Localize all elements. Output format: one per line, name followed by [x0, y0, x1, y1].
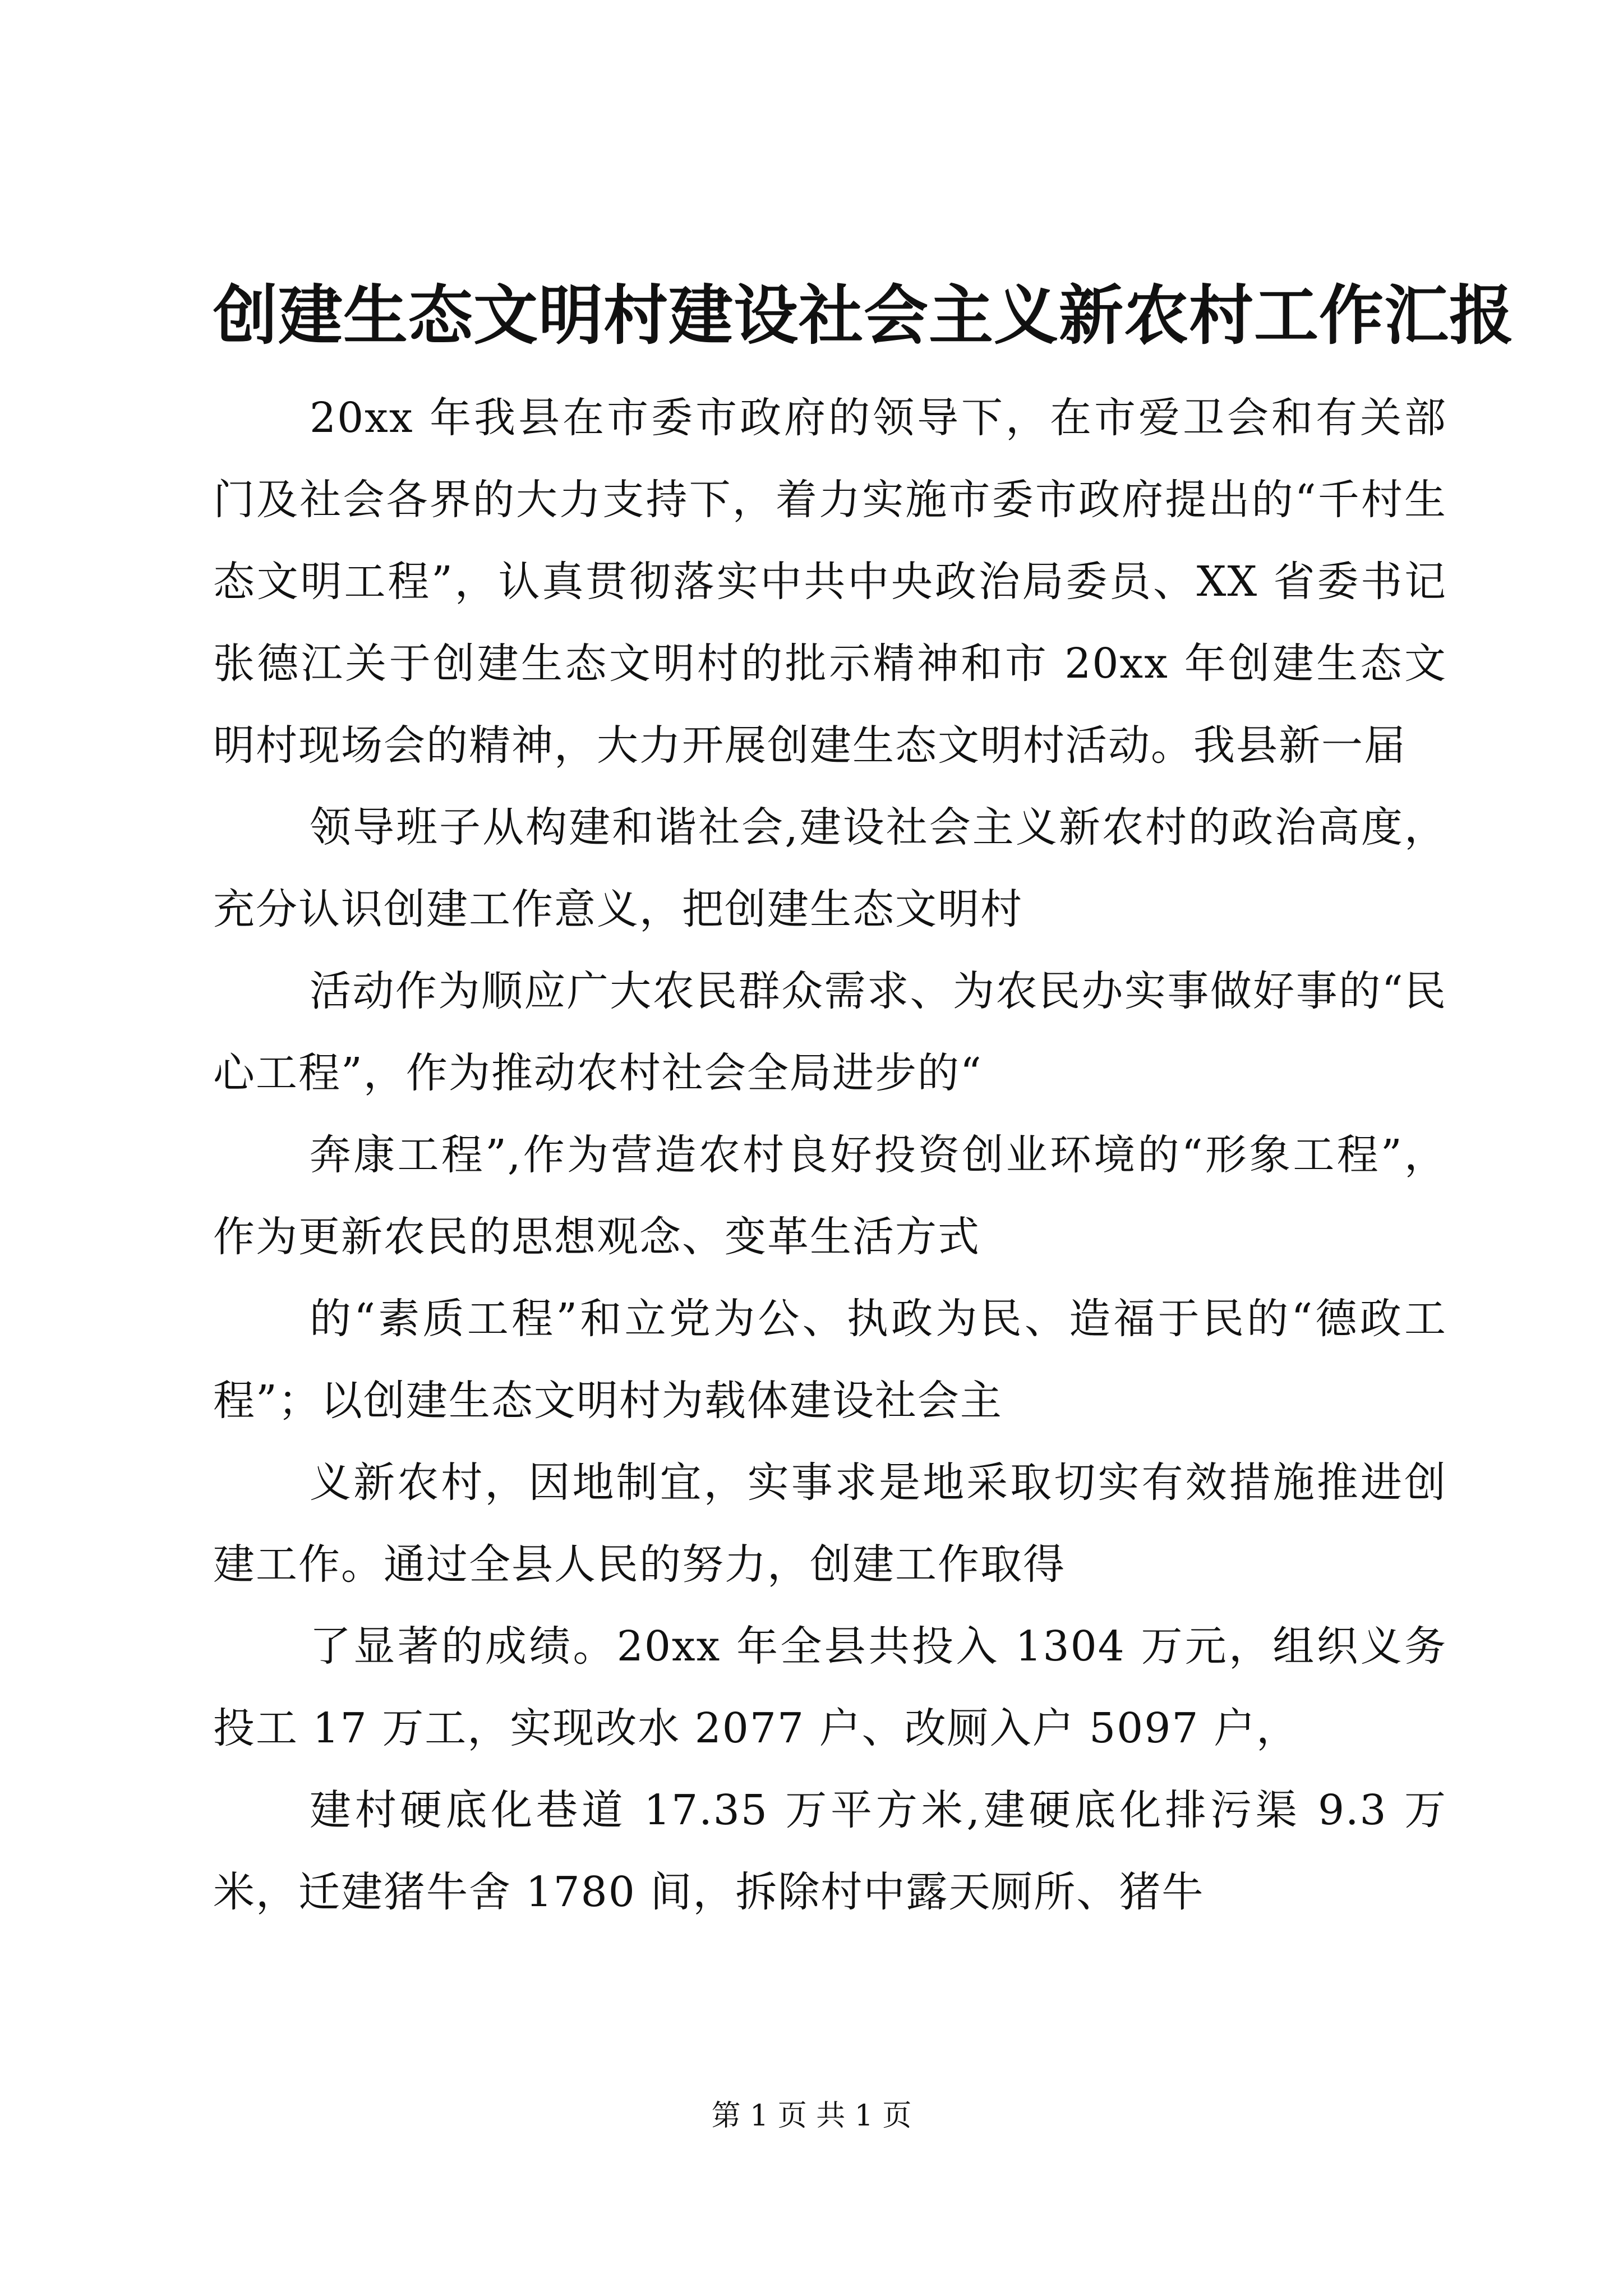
paragraph-5: 的“素质工程”和立党为公、执政为民、造福于民的“德政工程”；以创建生态文明村为载体建设社会主 [213, 1295, 1447, 1425]
paragraph-1: 20xx 年我县在市委市政府的领导下，在市爱卫会和有关部门及社会各界的大力支持下，着力实施市委市政府提出的“千村生态文明工程”，认真贯彻落实中共中央政治局委员、XX 省委书记张德江关于创建生态文明村的批示精神和市 20xx 年创建生态文明村现场会的精神，大力开展创建生态文明村活动。我县新一届 [213, 394, 1447, 770]
document-title: 创建生态文明村建设社会主义新农村工作汇报 [213, 278, 1515, 353]
page-footer: 第 1 页 共 1 页 [711, 2099, 912, 2133]
paragraph-8: 建村硬底化巷道 17.35 万平方米,建硬底化排污渠 9.3 万米，迁建猪牛舍 1780 间，拆除村中露天厕所、猪牛 [213, 1786, 1447, 1916]
paragraph-4: 奔康工程”,作为营造农村良好投资创业环境的“形象工程”，作为更新农民的思想观念、变革生活方式 [213, 1131, 1447, 1261]
paragraph-7: 了显著的成绩。20xx 年全县共投入 1304 万元，组织义务投工 17 万工，实现改水 2077 户、改厕入户 5097 户， [213, 1622, 1447, 1752]
paragraph-6: 义新农村，因地制宜，实事求是地采取切实有效措施推进创建工作。通过全县人民的努力，创建工作取得 [213, 1458, 1447, 1589]
paragraph-2: 领导班子从构建和谐社会,建设社会主义新农村的政治高度，充分认识创建工作意义，把创建生态文明村 [213, 803, 1447, 933]
document-body [213, 377, 1447, 1933]
paragraph-3: 活动作为顺应广大农民群众需求、为农民办实事做好事的“民心工程”，作为推动农村社会全局进步的“ [213, 967, 1447, 1097]
